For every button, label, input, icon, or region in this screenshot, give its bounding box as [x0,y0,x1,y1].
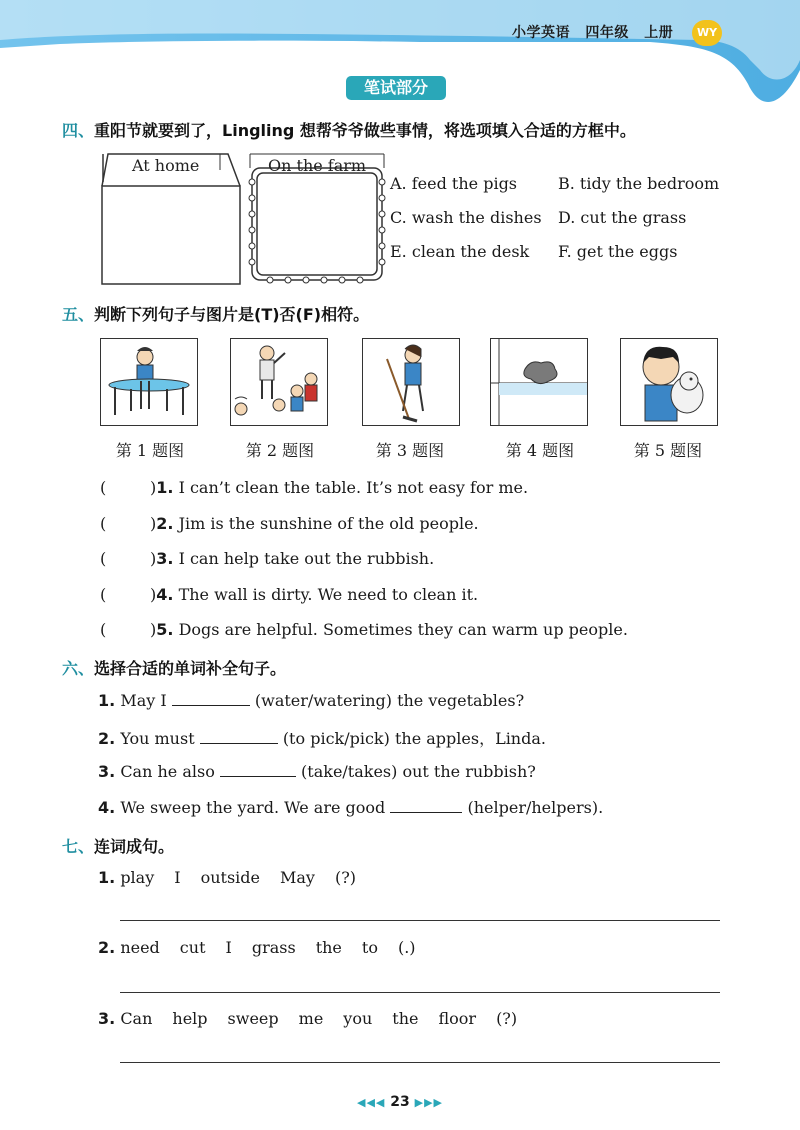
caption-3: 第 3 题图 [375,441,445,460]
item-text: Dogs are helpful. Sometimes they can warm up people. [178,620,628,639]
item-before: Can he also [120,762,215,781]
word: floor [438,1009,477,1028]
boy-cleaning-table-icon [101,339,197,425]
q5-text: 判断下列句子与图片是(T)否(F)相符。 [94,305,370,324]
tf-item-3 [100,549,434,568]
page-number: 23 [390,1094,410,1110]
word: need [120,938,160,957]
answer-line-2[interactable] [120,992,720,993]
item-number: 1. [156,478,174,497]
picture-2 [230,338,328,426]
word: (?) [496,1009,518,1028]
option-c: C. wash the dishes [390,208,542,227]
header-subject: 小学英语 [512,25,570,41]
word: Can [120,1009,153,1028]
fill-item-4 [98,797,603,817]
order-item-2 [98,938,436,957]
item-number: 3. [156,549,174,568]
item-number: 2. [98,938,116,957]
picture-5 [620,338,718,426]
answer-paren[interactable]: ( [100,585,107,604]
word: you [343,1009,373,1028]
item-after: (helper/helpers). [467,798,604,817]
word: May [279,868,315,887]
item-text: I can help take out the rubbish. [178,549,435,568]
header-grade: 四年级 [585,25,629,41]
answer-blank[interactable] [172,690,250,706]
caption-5: 第 5 题图 [633,441,703,460]
item-number: 5. [156,620,174,639]
item-before: We sweep the yard. We are good [120,798,386,817]
girl-sweeping-icon [363,339,459,425]
q6-number: 六、 [62,659,95,678]
item-number: 3. [98,762,116,781]
section-title: 笔试部分 [346,76,446,100]
close-paren: ) [150,478,157,497]
word: grass [251,938,296,957]
answer-line-1[interactable] [120,920,720,921]
q4-heading [62,118,636,141]
dirty-wall-icon [491,339,587,425]
item-number: 1. [98,691,116,710]
word: the [315,938,342,957]
answer-paren[interactable]: ( [100,549,107,568]
page-footer [0,1094,800,1110]
fill-item-2 [98,726,546,749]
item-number: 4. [156,585,174,604]
box-farm-label: On the farm [268,156,367,175]
header-volume: 上册 [644,25,674,41]
close-paren: ) [150,514,157,533]
q4-text: 重阳节就要到了，Lingling 想帮爷爷做些事情，将选项填入合适的方框中。 [94,121,636,140]
q5-heading [62,302,369,325]
answer-blank[interactable] [220,761,296,777]
q5-number: 五、 [62,305,95,324]
item-number: 2. [98,729,116,748]
header-info [512,22,683,42]
q7-heading [62,834,174,857]
item-text: Jim is the sunshine of the old people. [178,514,479,533]
item-number: 4. [98,798,116,817]
caption-4: 第 4 题图 [505,441,575,460]
item-text: The wall is dirty. We need to clean it. [178,585,479,604]
options-row [390,174,726,208]
option-a: A. feed the pigs [390,174,518,193]
word: outside [200,868,260,887]
caption-1: 第 1 题图 [115,441,185,460]
order-item-1 [98,868,376,887]
picture-3 [362,338,460,426]
word: sweep [227,1009,279,1028]
answer-line-3[interactable] [120,1062,720,1063]
item-after: (water/watering) the vegetables? [254,691,525,710]
word: cut [179,938,206,957]
answer-paren[interactable]: ( [100,478,107,497]
q7-number: 七、 [62,837,95,856]
box-home-label: At home [132,156,200,175]
item-number: 1. [98,868,116,887]
item-text: I can’t clean the table. It’s not easy for me. [178,478,529,497]
boy-singing-to-elders-icon [231,339,327,425]
answer-paren[interactable]: ( [100,620,107,639]
word: (?) [334,868,357,887]
word: (.) [397,938,416,957]
word: I [225,938,232,957]
q6-text: 选择合适的单词补全句子。 [94,659,287,678]
caption-2: 第 2 题图 [245,441,315,460]
options-row [390,242,726,276]
answer-blank[interactable] [200,728,278,744]
close-paren: ) [150,585,157,604]
fill-item-3 [98,761,536,781]
picture-4 [490,338,588,426]
close-paren: ) [150,620,157,639]
q6-heading [62,656,286,679]
word: play [120,868,155,887]
answer-paren[interactable]: ( [100,514,107,533]
order-item-3 [98,1009,537,1028]
option-b: B. tidy the bedroom [558,174,720,193]
item-before: You must [120,729,195,748]
tf-item-5 [100,620,628,639]
word: help [172,1009,208,1028]
item-number: 3. [98,1009,116,1028]
q4-number: 四、 [62,121,95,140]
boy-hugging-dog-icon [621,339,717,425]
word: the [392,1009,419,1028]
item-number: 2. [156,514,174,533]
item-before: May I [120,691,167,710]
close-paren: ) [150,549,157,568]
option-e: E. clean the desk [390,242,530,261]
tf-item-1 [100,478,528,497]
item-after: (take/takes) out the rubbish? [301,762,536,781]
picture-1 [100,338,198,426]
word: I [174,868,181,887]
left-arrows-icon: ◀◀◀ [356,1096,386,1109]
q7-text: 连词成句。 [94,837,175,856]
option-f: F. get the eggs [558,242,678,261]
answer-blank[interactable] [390,797,462,813]
tf-item-4 [100,585,478,604]
tf-item-2 [100,514,479,533]
wy-badge: WY [692,20,722,46]
option-d: D. cut the grass [558,208,687,227]
q4-options [390,174,726,276]
options-row [390,208,726,242]
right-arrows-icon: ▶▶▶ [414,1096,443,1109]
fill-item-1 [98,690,524,710]
word: me [298,1009,324,1028]
word: to [361,938,378,957]
item-after: (to pick/pick) the apples，Linda. [282,729,546,748]
